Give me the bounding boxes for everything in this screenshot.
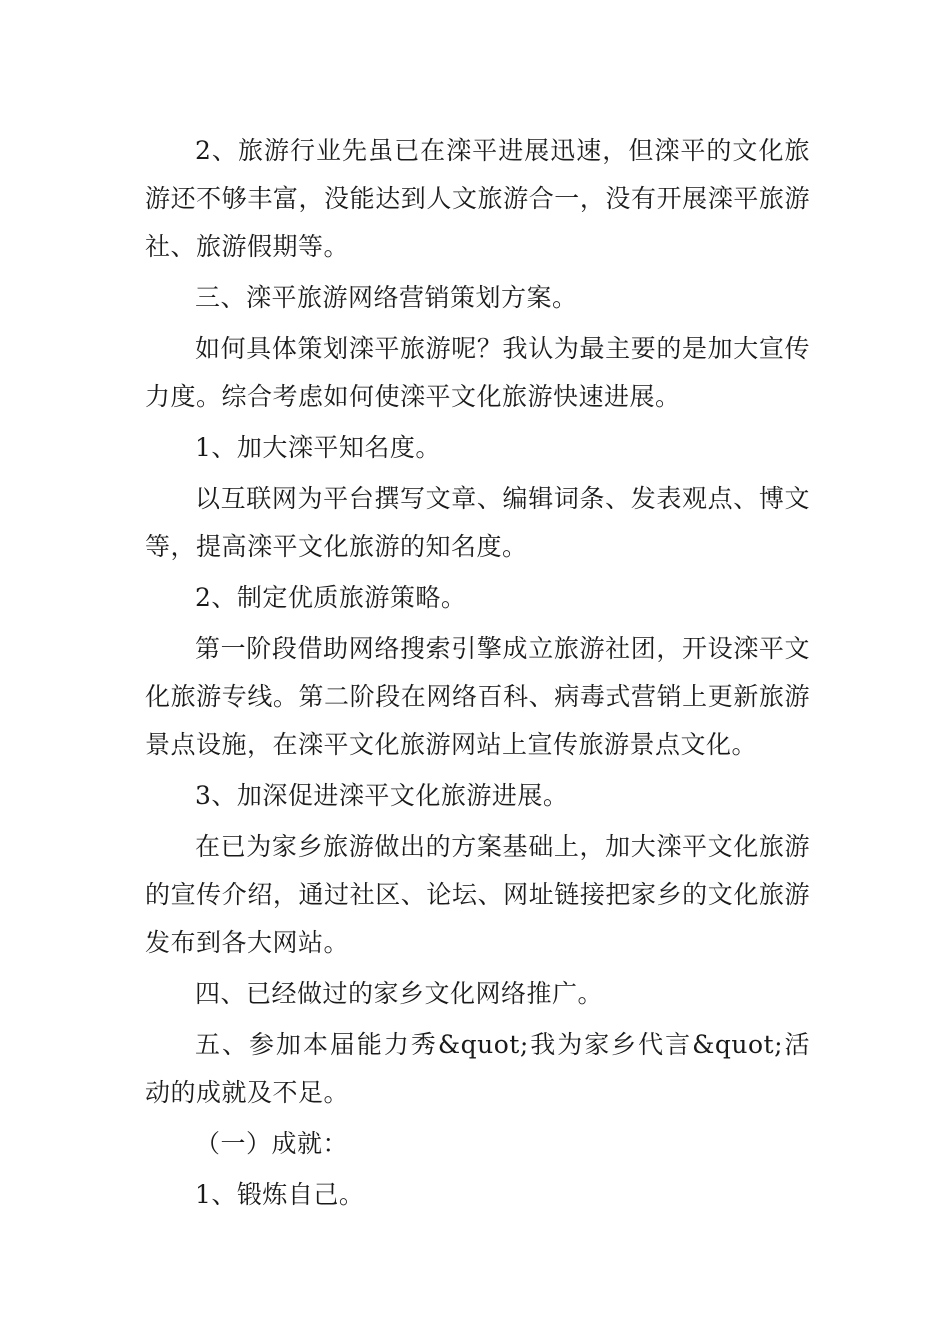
paragraph-internet-publicity: 以互联网为平台撰写文章、编辑词条、发表观点、博文等，提高滦平文化旅游的知名度。: [145, 484, 810, 561]
paragraph-promotion: 在已为家乡旅游做出的方案基础上，加大滦平文化旅游的宣传介绍，通过社区、论坛、网址链接把家乡的文化旅游发布到各大网站。: [145, 832, 810, 957]
heading-achievement-one: 1、锻炼自己。: [195, 1180, 365, 1209]
heading-achievements: （一）成就：: [195, 1129, 349, 1158]
heading-section-five: 五、参加本届能力秀&quot;我为家乡代言&quot;活动的成就及不足。: [145, 1030, 810, 1107]
paragraph-tourism-status: 2、旅游行业先虽已在滦平进展迅速，但滦平的文化旅游还不够丰富，没能达到人文旅游合一，没有开展滦平旅游社、旅游假期等。: [145, 136, 810, 261]
heading-section-three: 三、滦平旅游网络营销策划方案。: [195, 283, 578, 312]
heading-section-four: 四、已经做过的家乡文化网络推广。: [195, 979, 604, 1008]
heading-item-one: 1、加大滦平知名度。: [195, 433, 441, 462]
heading-item-two: 2、制定优质旅游策略。: [195, 583, 467, 612]
paragraph-planning-intro: 如何具体策划滦平旅游呢？我认为最主要的是加大宣传力度。综合考虑如何使滦平文化旅游快速进展。: [145, 334, 810, 411]
paragraph-phases: 第一阶段借助网络搜索引擎成立旅游社团，开设滦平文化旅游专线。第二阶段在网络百科、病毒式营销上更新旅游景点设施，在滦平文化旅游网站上宣传旅游景点文化。: [145, 634, 810, 759]
heading-item-three: 3、加深促进滦平文化旅游进展。: [195, 781, 569, 810]
document-body: [145, 127, 810, 1222]
